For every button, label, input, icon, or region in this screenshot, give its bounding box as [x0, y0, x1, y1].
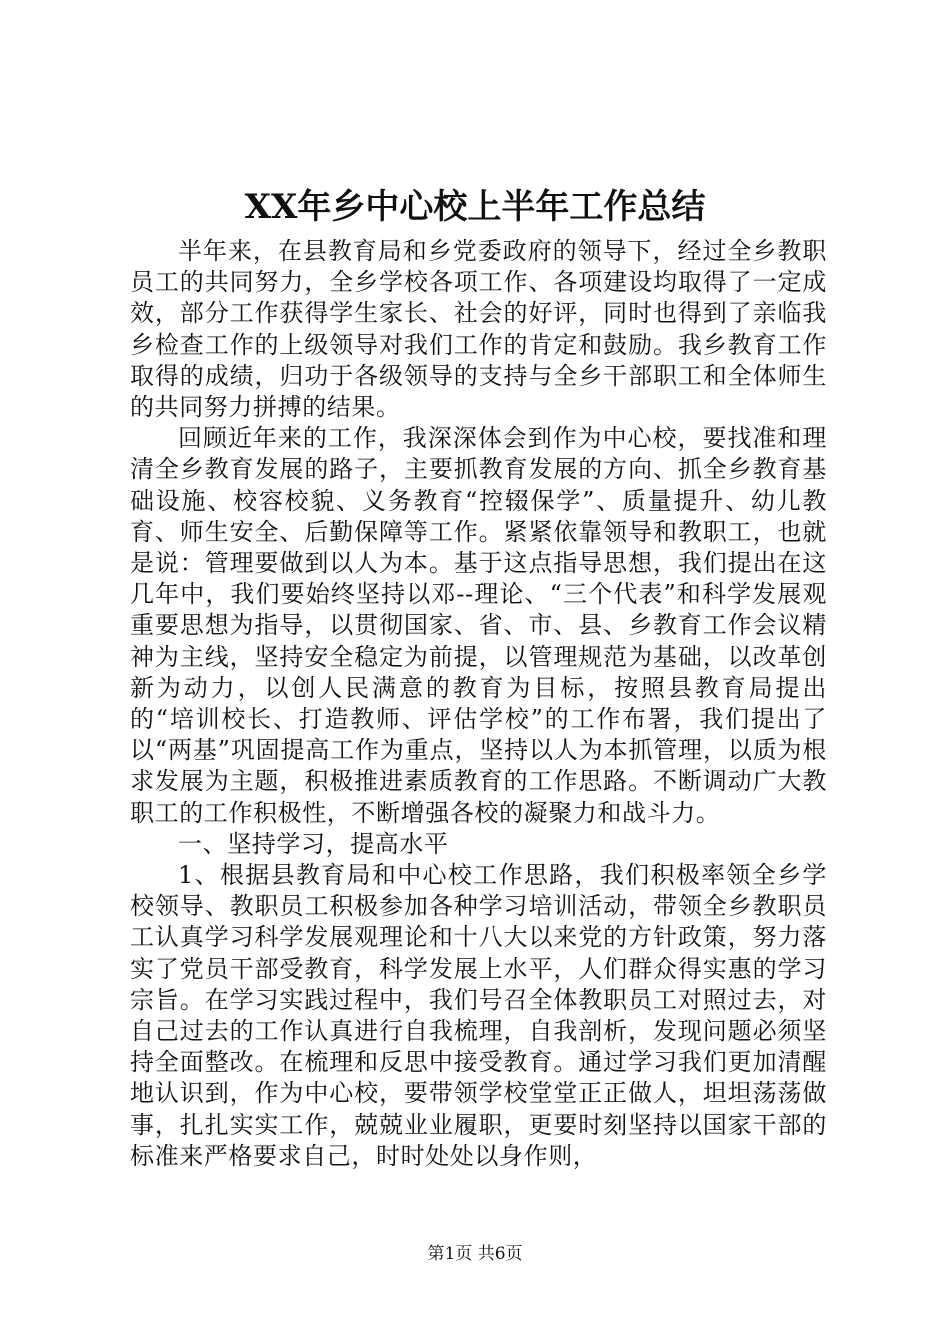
section-heading-study: 一、坚持学习，提高水平 — [178, 829, 449, 858]
paragraph-intro: 半年来，在县教育局和乡党委政府的领导下，经过全乡教职员工的共同努力，全乡学校各项工作、各项建设均取得了一定成效，部分工作获得学生家长、社会的好评，同时也得到了亲临我乡检查工作的上级领导对我们工作的肯定和鼓励。我乡教育工作取得的成绩，归功于各级领导的支持与全乡干部职工和全体师生的共同努力拼搏的结果。 — [130, 237, 827, 422]
paragraph-review: 回顾近年来的工作，我深深体会到作为中心校，要找准和理清全乡教育发展的路子，主要抓教育发展的方向、抓全乡教育基础设施、校容校貌、义务教育“控辍保学”、质量提升、幼儿教育、师生安全、后勤保障等工作。紧紧依靠领导和教职工，也就是说：管理要做到以人为本。基于这点指导思想，我们提出在这几年中，我们要始终坚持以邓--理论、“三个代表”和科学发展观重要思想为指导，以贯彻国家、省、市、县、乡教育工作会议精神为主线，坚持安全稳定为前提，以管理规范为基础，以改革创新为动力，以创人民满意的教育为目标，按照县教育局提出的“培训校长、打造教师、评估学校”的工作布署，我们提出了以“两基”巩固提高工作为重点，坚持以人为本抓管理，以质为根求发展为主题，积极推进素质教育的工作思路。不断调动广大教职工的工作积极性，不断增强各校的凝聚力和战斗力。 — [130, 424, 827, 827]
document-body — [130, 236, 827, 1172]
document-title: XX年乡中心校上半年工作总结 — [244, 187, 706, 227]
paragraph-study-item-1: 1、根据县教育局和中心校工作思路，我们积极率领全乡学校领导、教职员工积极参加各种学习培训活动，带领全乡教职员工认真学习科学发展观理论和十八大以来党的方针政策，努力落实了党员干部受教育，科学发展上水平，人们群众得实惠的学习宗旨。在学习实践过程中，我们号召全体教职员工对照过去，对自己过去的工作认真进行自我梳理，自我剖析，发现问题必须坚持全面整改。在梳理和反思中接受教育。通过学习我们更加清醒地认识到，作为中心校，要带领学校堂堂正正做人，坦坦荡荡做事，扎扎实实工作，兢兢业业履职，更要时刻坚持以国家干部的标准来严格要求自己，时时处处以身作则， — [130, 861, 827, 1170]
page-footer: 第1页 共6页 — [427, 1244, 523, 1264]
